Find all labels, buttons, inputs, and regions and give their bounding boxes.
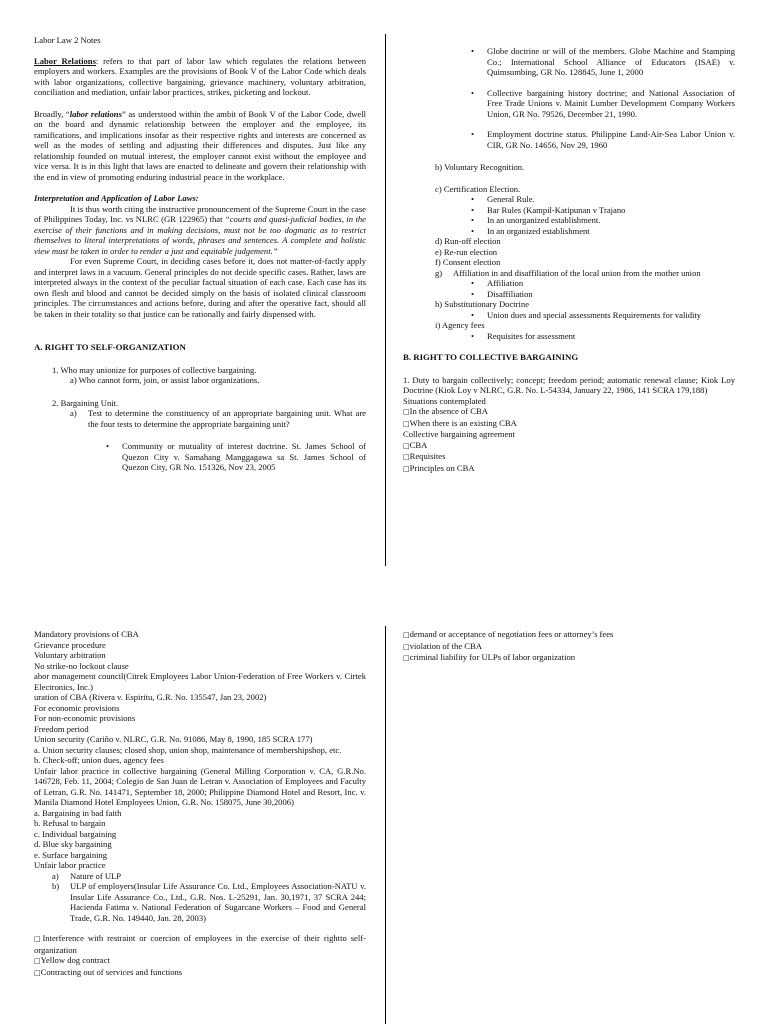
labor-relations-definition: : refers to that part of labor law which regulates the relations between employers and workers. Examples are the provisions of Book V of the Labor Code which deals with labor organizations, collective bargaining, grievance machinery, voluntary arbitration, conciliation and mediation, unfair labor practices, strikes, picketing and lockout. bbox=[34, 55, 367, 97]
page2-line: a. Union security clauses; closed shop, union shop, maintenance of membershipshop, etc. bbox=[34, 744, 342, 755]
h-bullet-1 bbox=[471, 310, 735, 321]
page1-left-column bbox=[34, 35, 366, 473]
bullet-glyph: • bbox=[471, 288, 475, 299]
broadly-lead: Broadly, “ bbox=[34, 108, 70, 119]
ulp-a bbox=[52, 871, 366, 882]
item-d: d) Run-off election bbox=[435, 236, 501, 246]
g-bullet-1 bbox=[471, 278, 735, 289]
cb-absence bbox=[403, 406, 735, 418]
interpretation-heading: Interpretation and Application of Labor Laws: bbox=[34, 193, 199, 203]
bullet-cbh-text: Collective bargaining history doctrine; and National Association of Free Trade Unions v. Mainit Lumber Development Company Workers Union, GR No. 79526, December 21, 1990. bbox=[487, 87, 735, 119]
page2-line-list bbox=[34, 629, 366, 871]
ulp-a-number: a) bbox=[52, 870, 59, 881]
p2-right-line-1-text: demand or acceptance of negotiation fees or attorney’s fees bbox=[409, 629, 614, 639]
cb-situations: Situations contemplated bbox=[403, 395, 486, 406]
checkbox-glyph: □ bbox=[403, 631, 410, 639]
item-2a-number: a) bbox=[70, 408, 77, 418]
interpretation-paragraph-1 bbox=[34, 204, 366, 257]
tail-contracting bbox=[34, 967, 366, 979]
page2-line: Grievance procedure bbox=[34, 639, 106, 650]
column-divider-top bbox=[385, 34, 386, 566]
column-divider-bottom bbox=[385, 626, 386, 1024]
checkbox-glyph: □ bbox=[403, 419, 410, 428]
checkbox-glyph: □ bbox=[34, 957, 41, 965]
item-b-voluntary: b) Voluntary Recognition. bbox=[435, 162, 525, 172]
checkbox-glyph: □ bbox=[403, 408, 410, 416]
page2-line: Mandatory provisions of CBA bbox=[34, 629, 139, 639]
cb-existing bbox=[403, 418, 735, 430]
broadly-term: labor relations bbox=[69, 108, 122, 119]
labor-relations-term: Labor Relations bbox=[34, 55, 96, 66]
interpretation-paragraph-2: For even Supreme Court, in deciding cases before it, does not matter-of-factly apply and interpret laws in a vacuum. General principles do not decide specific cases. Rather, laws are interpreted always in the context of the peculiar factual situation of each case. Each case has its own flesh and blood and cannot be decided simply on the basis of isolated clinical classroom principles. The circumstances and actions before, during and after the operative fact, should all be taken in their totality so that justice can be rationally and fairly dispensed with. bbox=[34, 256, 366, 319]
page2-line: Unfair labor practice bbox=[34, 860, 106, 870]
item-i: i) Agency fees bbox=[435, 320, 485, 330]
bullet-glyph: • bbox=[471, 129, 475, 139]
interpretation-quote: “courts and quasi-judicial bodies, in the exercise of their functions and in making decisions, must not be too dogmatic as to restrict themselves to literal interpretations of words, phrases and sentences. A complete and holistic view must be taken in order to render a just and equitable judgement.” bbox=[34, 214, 366, 256]
page2-line: Voluntary arbitration bbox=[34, 650, 106, 660]
p2-right-line-2 bbox=[403, 641, 735, 653]
broadly-paragraph bbox=[34, 109, 366, 183]
p2-right-line-1 bbox=[403, 629, 735, 641]
item-g-number: g) bbox=[435, 267, 443, 278]
bullet-glyph: • bbox=[471, 278, 475, 288]
page2-right-column bbox=[403, 629, 735, 664]
bullet-glyph: • bbox=[471, 194, 475, 204]
cert-bullet-1 bbox=[471, 194, 735, 205]
g-bullet-2 bbox=[471, 289, 735, 300]
item-2a bbox=[70, 408, 366, 429]
page2-line: e. Surface bargaining bbox=[34, 849, 108, 860]
ulp-b-text: ULP of employers(Insular Life Assurance Co. Ltd., Employees Association-NATU v. Insular Life Assurance Co., Ltd., G.R. Nos. L-25291, Jan. 30,1971, 37 SCRA 244; Hacienda Fatima v. National Federation of Sugarcane Workers – Food and General Trade, G.R. No. 149440, Jan. 28, 2003) bbox=[70, 881, 366, 923]
ulp-a-text: Nature of ULP bbox=[70, 870, 122, 881]
item-2: 2. Bargaining Unit. bbox=[52, 397, 119, 408]
item-g bbox=[435, 268, 735, 279]
page2-line: Union security (Cariño v. NLRC, G.R. No. 91086, May 8, 1990, 185 SCRA 177) bbox=[34, 734, 313, 744]
page2-left-column bbox=[34, 629, 366, 978]
page2-line: d. Blue sky bargaining bbox=[34, 839, 112, 849]
cb-principles-text: Principles on CBA bbox=[409, 462, 475, 473]
cb-requisites bbox=[403, 451, 735, 463]
bullet-globe-doctrine bbox=[471, 46, 735, 78]
checkbox-glyph: □ bbox=[403, 453, 410, 461]
g-bullet-2-text: Disaffiliation bbox=[487, 288, 533, 299]
tail-yellow-dog-text: Yellow dog contract bbox=[40, 955, 110, 965]
checkbox-glyph: □ bbox=[403, 441, 410, 450]
p2-right-line-3-text: criminal liability for ULPs of labor organization bbox=[409, 652, 576, 662]
cert-bullet-4-text: In an organized establishment bbox=[487, 225, 590, 236]
bullet-cbh-doctrine bbox=[471, 88, 735, 120]
bullet-community-doctrine bbox=[106, 441, 366, 473]
section-a-heading: A. RIGHT TO SELF-ORGANIZATION bbox=[34, 342, 186, 352]
ulp-b-number: b) bbox=[52, 881, 60, 891]
page2-line: Unfair labor practice in collective bargaining (General Milling Corporation v. CA, G.R.No. 146728, Feb. 11, 2004; Colegio de San Juan de Letran v. Association of Employees and Faculty of Letran, G.R. No. 141471, September 18, 2000; Philippine Diamond Hotel and Resort, Inc. v. Manila Diamond Hotel Employees Union, G.R. No. 158075, June 30,2006) bbox=[34, 765, 366, 807]
item-g-text: Affiliation in and disaffiliation of the local union from the mother union bbox=[453, 267, 701, 278]
checkbox-glyph: □ bbox=[403, 642, 410, 651]
cb-absence-text: In the absence of CBA bbox=[409, 406, 488, 416]
bullet-glyph: • bbox=[471, 225, 475, 236]
page2-line: uration of CBA (Rivera v. Espiritu, G.R. No. 135547, Jan 23, 2002) bbox=[34, 692, 267, 702]
bullet-glyph: • bbox=[471, 330, 475, 341]
page2-line: abor management council(Citrek Employees Labor Union-Federation of Free Workers v. Cirtek Electronics, Inc.) bbox=[34, 671, 366, 692]
page-title: Labor Law 2 Notes bbox=[34, 35, 101, 45]
bullet-glyph: • bbox=[471, 87, 475, 98]
cb-cba bbox=[403, 440, 735, 452]
cert-bullet-2-text: Bar Rules (Kampil-Katipunan v Trajano bbox=[487, 204, 626, 215]
broadly-body: ” as understood within the ambit of Book V of the Labor Code, dwell on the board and dynamic relationship between the employer and the employee, its ramifications, and implications insofar as their respective rights and interests are concerned as well as the modes of settling and adjusting their differences and disputes. Just like any relationship founded on mutual interest, the employer cannot exist without the employee and vice versa. It is in this light that laws are enacted to delineate and govern their relationship with the end in view of promoting enduring industrial peace in the workplace. bbox=[34, 108, 366, 182]
item-f: f) Consent election bbox=[435, 257, 501, 267]
h-bullet-1-text: Union dues and special assessments Requirements for validity bbox=[487, 309, 702, 320]
bullet-glyph: • bbox=[471, 309, 475, 320]
interpretation-text: It is thus worth citing the instructive pronouncement of the Supreme Court in the case of Philippines Today, Inc. vs NLRC (GR 122965) that bbox=[34, 203, 366, 224]
checkbox-glyph: □ bbox=[403, 654, 410, 662]
page2-line: a. Bargaining in bad faith bbox=[34, 807, 122, 818]
cb-duty-paragraph: 1. Duty to bargain collectively; concept; freedom period; automatic renewal clause; Kiok Loy Doctrine (Kiok Loy v NLRC, G.R. No. L-54334, January 22, 1986, 141 SCRA 179,188) bbox=[403, 374, 735, 395]
page2-line: For economic provisions bbox=[34, 702, 120, 713]
tail-interference-text: Interference with restraint or coercion of employees in the exercise of their rightto self-organization bbox=[34, 933, 366, 955]
page2-line: For non-economic provisions bbox=[34, 713, 136, 723]
item-h: h) Substitutionary Doctrine bbox=[435, 299, 530, 309]
bullet-glyph: • bbox=[471, 204, 475, 215]
cert-bullet-3 bbox=[471, 215, 735, 226]
p2-right-line-2-text: violation of the CBA bbox=[409, 640, 482, 651]
page2-line: Freedom period bbox=[34, 723, 89, 734]
ulp-b bbox=[52, 881, 366, 923]
cb-cba-text: CBA bbox=[409, 439, 428, 450]
cb-existing-text: When there is an existing CBA bbox=[409, 417, 517, 428]
bullet-glyph: • bbox=[471, 215, 475, 225]
tail-interference bbox=[34, 933, 366, 955]
cert-bullet-3-text: In an unorganized establishment. bbox=[487, 215, 601, 225]
cert-bullet-1-text: General Rule. bbox=[487, 194, 535, 204]
g-bullet-1-text: Affiliation bbox=[487, 278, 524, 288]
cb-principles bbox=[403, 463, 735, 475]
page1-right-column bbox=[403, 46, 735, 474]
page2-line: b. Refusal to bargain bbox=[34, 818, 106, 828]
item-2a-text: Test to determine the constituency of an appropriate bargaining unit. What are the four tests to determine the appropriate bargaining unit? bbox=[88, 408, 366, 429]
tail-contracting-text: Contracting out of services and functions bbox=[40, 966, 183, 977]
checkbox-glyph: □ bbox=[403, 464, 410, 473]
item-1: 1. Who may unionize for purposes of collective bargaining. bbox=[52, 364, 257, 375]
page2-line: b. Check-off; union dues, agency fees bbox=[34, 755, 164, 765]
page2-line: No strike-no lockout clause bbox=[34, 660, 129, 671]
item-c-certification: c) Certification Election. bbox=[435, 183, 521, 194]
bullet-employment-text: Employment doctrine status. Philippine Land-Air-Sea Labor Union v. CIR, GR No. 14656, Nov 29, 1960 bbox=[487, 129, 735, 150]
bullet-glyph: • bbox=[106, 441, 110, 451]
labor-relations-paragraph bbox=[34, 56, 366, 98]
p2-right-line-3 bbox=[403, 652, 735, 664]
bullet-community-text: Community or mutuality of interest doctrine. St. James School of Quezon City v. Samahang Manggagawa sa St. James School of Quezon City, GR No. 151326, Nov 23, 2005 bbox=[122, 441, 366, 472]
cb-requisites-text: Requisites bbox=[409, 451, 446, 461]
item-1a: a) Who cannot form, join, or assist labor organizations. bbox=[70, 375, 260, 385]
bullet-glyph: • bbox=[471, 46, 475, 56]
bullet-employment-doctrine bbox=[471, 129, 735, 150]
cert-bullet-4 bbox=[471, 226, 735, 237]
i-bullet-1-text: Requisites for assessment bbox=[487, 330, 576, 341]
checkbox-glyph: □ bbox=[34, 935, 43, 943]
item-e: e) Re-run election bbox=[435, 246, 498, 257]
checkbox-glyph: □ bbox=[34, 968, 41, 977]
bullet-globe-text: Globe doctrine or will of the members. Globe Machine and Stamping Co.; International School Alliance of Educators (ISAE) v. Quimsumbing, GR No. 128845, June 1, 2000 bbox=[487, 46, 735, 77]
cert-bullet-2 bbox=[471, 205, 735, 216]
cb-agreement: Collective bargaining agreement bbox=[403, 429, 515, 439]
page2-line: c. Individual bargaining bbox=[34, 828, 117, 839]
section-b-heading: B. RIGHT TO COLLECTIVE BARGAINING bbox=[403, 352, 579, 362]
tail-yellow-dog bbox=[34, 955, 366, 967]
i-bullet-1 bbox=[471, 331, 735, 342]
